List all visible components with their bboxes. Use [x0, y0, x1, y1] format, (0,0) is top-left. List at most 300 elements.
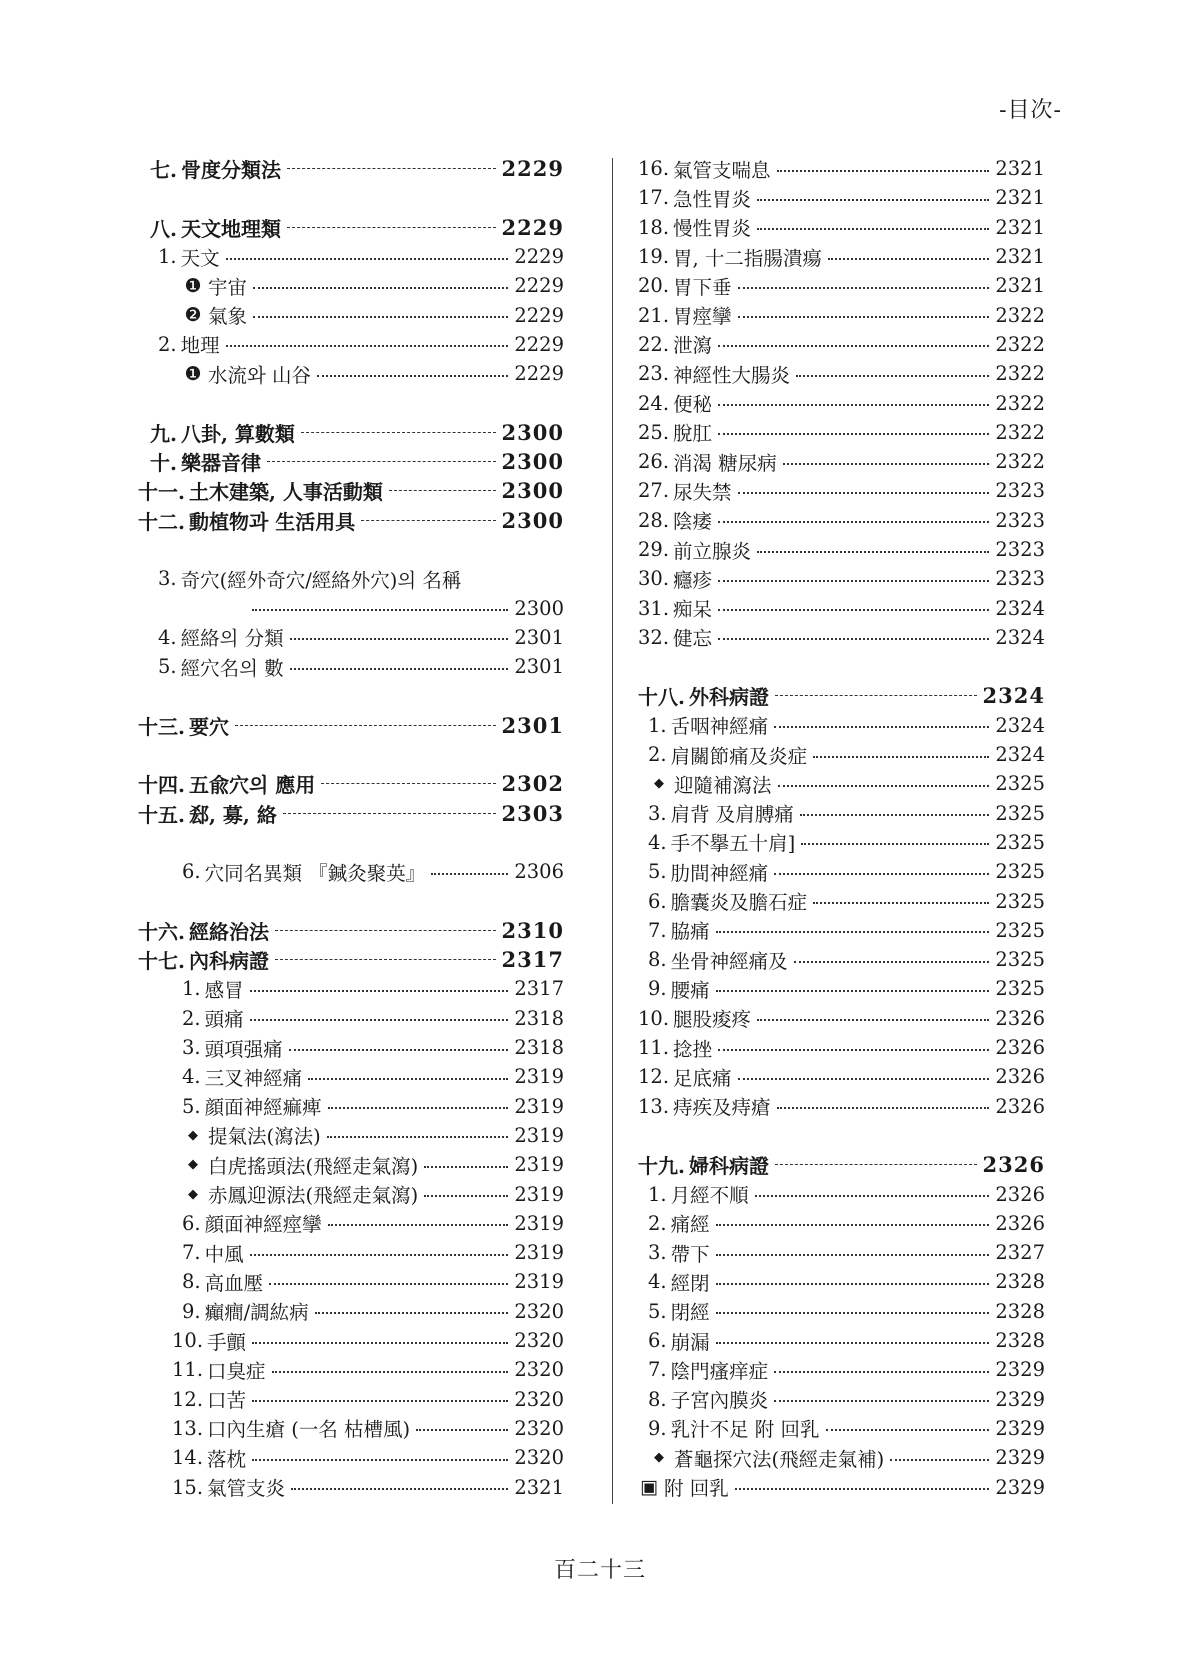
- toc-entry: [638, 1179, 1045, 1208]
- toc-entry: [138, 242, 564, 271]
- entry-title: 蒼龜探穴法(飛經走氣補): [674, 1447, 885, 1471]
- toc-entry: [638, 593, 1045, 622]
- dot-leader: [718, 433, 989, 435]
- toc-section-heading: [138, 711, 564, 740]
- dot-leader: [321, 783, 495, 784]
- toc-entry: [638, 1443, 1045, 1472]
- entry-page-number: 2325: [995, 830, 1045, 854]
- toc-section-heading: [138, 506, 564, 535]
- toc-entry: [138, 1062, 564, 1091]
- entry-page-number: 2229: [514, 362, 564, 386]
- entry-title: 感冒: [204, 978, 244, 1002]
- entry-page-number: 2324: [995, 713, 1045, 737]
- entry-title: 急性胃炎: [673, 187, 752, 211]
- entry-title: 子宮內膜炎: [670, 1389, 769, 1413]
- dot-leader: [757, 1019, 989, 1021]
- dot-leader: [774, 726, 989, 728]
- entry-title: 舌咽神經痛: [670, 715, 769, 739]
- entry-title: 陰門瘙痒症: [670, 1359, 769, 1383]
- dot-leader: [716, 1283, 990, 1285]
- entry-title: 經絡의 分類: [180, 627, 284, 651]
- entry-title: 胃下垂: [673, 275, 732, 299]
- entry-page-number: 2326: [995, 1065, 1045, 1089]
- dot-leader: [774, 1371, 989, 1373]
- entry-number: 20.: [638, 274, 670, 298]
- toc-entry: [138, 359, 564, 388]
- entry-page-number: 2302: [501, 771, 564, 797]
- dot-leader: [235, 725, 496, 726]
- dot-leader: [718, 638, 989, 640]
- toc-entry: [638, 1355, 1045, 1384]
- dot-leader: [716, 990, 990, 992]
- dot-leader: [800, 814, 990, 816]
- toc-entry: [138, 1238, 564, 1267]
- entry-number: 十一.: [138, 480, 185, 505]
- entry-title: 外科病證: [688, 685, 769, 710]
- entry-title: 捻挫: [673, 1037, 713, 1061]
- entry-page-number: 2322: [995, 420, 1045, 444]
- entry-page-number: 2317: [514, 977, 564, 1001]
- entry-number: 16.: [638, 157, 670, 181]
- entry-title: 便秘: [673, 393, 713, 417]
- entry-number: 14.: [172, 1446, 204, 1470]
- toc-spacer: [138, 828, 564, 857]
- entry-title: 口內生瘡 (一名 枯槽風): [207, 1418, 411, 1442]
- entry-number: 8.: [648, 948, 667, 972]
- entry-page-number: 2325: [995, 801, 1045, 825]
- entry-bullet: ◆: [188, 1127, 198, 1143]
- entry-title: 泄瀉: [673, 334, 713, 358]
- toc-spacer: [638, 652, 1045, 681]
- entry-page-number: 2229: [514, 274, 564, 298]
- toc-entry: [138, 1443, 564, 1472]
- entry-title: 乳汁不足 附 回乳: [670, 1418, 820, 1442]
- entry-title: 痛經: [670, 1213, 710, 1237]
- toc-section-heading: [138, 945, 564, 974]
- entry-number: 30.: [638, 567, 670, 591]
- toc-entry: [138, 271, 564, 300]
- dot-leader: [716, 1224, 990, 1226]
- toc-entry: [138, 1004, 564, 1033]
- dot-leader: [424, 1166, 508, 1168]
- entry-page-number: 2321: [514, 1475, 564, 1499]
- entry-page-number: 2326: [995, 1211, 1045, 1235]
- toc-entry: [638, 271, 1045, 300]
- entry-page-number: 2326: [995, 1036, 1045, 1060]
- dot-leader: [252, 1459, 508, 1461]
- entry-number: 3.: [182, 1036, 201, 1060]
- entry-page-number: 2322: [995, 362, 1045, 386]
- entry-title: 奇穴(經外奇穴/經絡外穴)의 名稱: [180, 568, 462, 592]
- entry-number: 4.: [158, 625, 177, 649]
- entry-page-number: 2320: [514, 1329, 564, 1353]
- entry-number: 十.: [150, 451, 177, 476]
- entry-title: 地理: [180, 334, 220, 358]
- entry-title: 內科病證: [188, 949, 269, 974]
- dot-leader: [735, 1488, 990, 1490]
- entry-page-number: 2319: [514, 1211, 564, 1235]
- toc-entry: [138, 623, 564, 652]
- entry-number: 十八.: [638, 685, 685, 710]
- entry-number: 十九.: [638, 1154, 685, 1179]
- dot-leader: [283, 813, 496, 814]
- toc-entry: [638, 886, 1045, 915]
- entry-title: 經絡治法: [188, 919, 269, 944]
- dot-leader: [267, 461, 496, 462]
- entry-title: 經穴名의 數: [180, 656, 284, 680]
- entry-title: 坐骨神經痛及: [670, 949, 788, 973]
- dot-leader: [328, 1224, 509, 1226]
- dot-leader: [431, 873, 508, 875]
- entry-title: 頭痛: [204, 1008, 244, 1032]
- dot-leader: [774, 1400, 989, 1402]
- entry-number: 32.: [638, 625, 670, 649]
- toc-entry: [638, 1062, 1045, 1091]
- entry-number: 8.: [182, 1270, 201, 1294]
- entry-number: 24.: [638, 391, 670, 415]
- entry-bullet: ❷: [184, 304, 202, 327]
- entry-number: 6.: [182, 860, 201, 884]
- entry-page-number: 2325: [995, 889, 1045, 913]
- toc-entry: [638, 828, 1045, 857]
- entry-page-number: 2325: [995, 918, 1045, 942]
- entry-page-number: 2328: [995, 1270, 1045, 1294]
- dot-leader: [757, 551, 989, 553]
- dot-leader: [775, 695, 977, 696]
- entry-page-number: 2318: [514, 1006, 564, 1030]
- entry-title: 中風: [204, 1242, 244, 1266]
- dot-leader: [783, 463, 990, 465]
- entry-title: 水流와 山谷: [208, 363, 312, 387]
- toc-section-heading: [138, 476, 564, 505]
- entry-number: 25.: [638, 420, 670, 444]
- entry-page-number: 2326: [982, 1152, 1045, 1178]
- entry-number: 12.: [638, 1065, 670, 1089]
- dot-leader: [361, 520, 495, 521]
- dot-leader: [718, 404, 989, 406]
- entry-page-number: 2324: [982, 683, 1045, 709]
- entry-page-number: 2319: [514, 1241, 564, 1265]
- entry-number: 1.: [648, 1182, 667, 1206]
- entry-title: 脫肛: [673, 422, 713, 446]
- dot-leader: [755, 1195, 990, 1197]
- dot-leader: [801, 843, 989, 845]
- toc-entry: [138, 1267, 564, 1296]
- toc-entry: [638, 300, 1045, 329]
- dot-leader: [308, 1078, 508, 1080]
- dot-leader: [718, 345, 989, 347]
- entry-page-number: 2329: [995, 1475, 1045, 1499]
- toc-entry: [138, 1414, 564, 1443]
- toc-right-column: [638, 154, 1045, 1502]
- entry-title: 動植物과 生活用具: [188, 509, 356, 534]
- entry-page-number: 2300: [501, 449, 564, 475]
- entry-title: 手顫: [207, 1330, 247, 1354]
- toc-section-heading: [138, 769, 564, 798]
- toc-spacer: [138, 740, 564, 769]
- entry-page-number: 2321: [995, 245, 1045, 269]
- entry-page-number: 2323: [995, 567, 1045, 591]
- entry-number: 9.: [648, 1416, 667, 1440]
- entry-page-number: 2320: [514, 1358, 564, 1382]
- entry-page-number: 2324: [995, 625, 1045, 649]
- dot-leader: [777, 170, 990, 172]
- entry-page-number: 2303: [501, 800, 564, 826]
- entry-page-number: 2300: [514, 596, 564, 620]
- entry-number: 19.: [638, 245, 670, 269]
- dot-leader: [738, 492, 990, 494]
- entry-number: 3.: [648, 801, 667, 825]
- entry-title: 顔面神經痙攣: [204, 1213, 322, 1237]
- entry-title: 肩關節痛及炎症: [670, 744, 808, 768]
- entry-bullet: ◆: [188, 1186, 198, 1202]
- entry-page-number: 2301: [514, 655, 564, 679]
- toc-entry: [638, 213, 1045, 242]
- entry-page-number: 2327: [995, 1241, 1045, 1265]
- entry-title: 迎隨補瀉法: [674, 773, 772, 797]
- entry-page-number: 2229: [501, 156, 564, 182]
- toc-entry: [638, 1238, 1045, 1267]
- entry-title: 癲癎/調紘病: [204, 1301, 309, 1325]
- toc-entry: [638, 623, 1045, 652]
- entry-number: 八.: [150, 216, 177, 241]
- entry-page-number: 2329: [995, 1387, 1045, 1411]
- toc-entry: [138, 1209, 564, 1238]
- entry-number: 31.: [638, 596, 670, 620]
- dot-leader: [317, 375, 508, 377]
- entry-bullet: ❶: [184, 362, 202, 385]
- entry-number: 2.: [158, 332, 177, 356]
- entry-title: 提氣法(瀉法): [208, 1125, 321, 1149]
- entry-bullet: ◆: [654, 1450, 664, 1466]
- toc-left-column: [138, 154, 564, 1502]
- toc-entry: [638, 769, 1045, 798]
- entry-title: 月經不順: [670, 1184, 749, 1208]
- entry-number: 27.: [638, 479, 670, 503]
- entry-page-number: 2300: [501, 478, 564, 504]
- entry-title: 神經性大腸炎: [673, 363, 791, 387]
- entry-number: 4.: [648, 830, 667, 854]
- entry-title: 氣管支炎: [207, 1477, 286, 1500]
- entry-title: 頭項强痛: [204, 1037, 283, 1061]
- entry-title: 天文地理類: [180, 216, 281, 241]
- entry-number: 21.: [638, 303, 670, 327]
- entry-title: 前立腺炎: [673, 539, 752, 563]
- entry-page-number: 2320: [514, 1446, 564, 1470]
- toc-spacer: [638, 1121, 1045, 1150]
- toc-entry: [638, 183, 1045, 212]
- entry-title: 高血壓: [204, 1271, 264, 1295]
- entry-number: 5.: [182, 1094, 201, 1118]
- dot-leader: [828, 258, 989, 260]
- entry-page-number: 2319: [514, 1065, 564, 1089]
- entry-title: 氣象: [208, 305, 248, 329]
- entry-title: 痔疾及痔瘡: [673, 1096, 771, 1120]
- toc-spacer: [138, 183, 564, 212]
- dot-leader: [272, 1371, 509, 1373]
- dot-leader: [718, 521, 989, 523]
- entry-title: 郄, 募, 絡: [188, 802, 277, 827]
- toc-entry: [638, 447, 1045, 476]
- toc-entry: [138, 1150, 564, 1179]
- dot-leader: [890, 1459, 989, 1461]
- entry-title: 口臭症: [207, 1359, 266, 1383]
- entry-bullet: ▣: [640, 1476, 658, 1498]
- entry-page-number: 2229: [501, 214, 564, 240]
- entry-page-number: 2320: [514, 1299, 564, 1323]
- entry-title: 五兪穴의 應用: [188, 773, 316, 798]
- entry-number: 9.: [182, 1299, 201, 1323]
- dot-leader: [775, 1164, 977, 1165]
- dot-leader: [252, 609, 508, 611]
- entry-page-number: 2329: [995, 1446, 1045, 1470]
- dot-leader: [250, 1019, 509, 1021]
- toc-entry: [638, 1004, 1045, 1033]
- entry-number: 22.: [638, 332, 670, 356]
- toc-entry: [638, 476, 1045, 505]
- toc-entry: [638, 330, 1045, 359]
- toc-entry: [638, 1033, 1045, 1062]
- entry-page-number: 2325: [995, 772, 1045, 796]
- entry-number: 9.: [648, 977, 667, 1001]
- entry-page-number: 2229: [514, 332, 564, 356]
- dot-leader: [250, 1254, 509, 1256]
- dot-leader: [424, 1195, 508, 1197]
- dot-leader: [252, 1342, 508, 1344]
- entry-page-number: 2326: [995, 1182, 1045, 1206]
- dot-leader: [738, 287, 990, 289]
- dot-leader: [289, 1049, 509, 1051]
- dot-leader: [250, 990, 509, 992]
- dot-leader: [253, 287, 508, 289]
- entry-page-number: 2326: [995, 1006, 1045, 1030]
- entry-page-number: 2323: [995, 538, 1045, 561]
- toc-entry: [638, 242, 1045, 271]
- entry-title: 痴呆: [673, 598, 713, 622]
- entry-number: 15.: [172, 1475, 204, 1499]
- toc-section-heading: [138, 916, 564, 945]
- toc-entry: [138, 564, 564, 593]
- toc-entry: [638, 799, 1045, 828]
- entry-number: 1.: [182, 977, 201, 1001]
- toc-entry: [638, 1326, 1045, 1355]
- toc-entry: [138, 974, 564, 1003]
- toc-entry: [638, 740, 1045, 769]
- entry-page-number: 2229: [514, 245, 564, 269]
- dot-leader: [226, 345, 509, 347]
- dot-leader: [716, 931, 990, 933]
- entry-page-number: 2328: [995, 1329, 1045, 1353]
- entry-page-number: 2321: [995, 186, 1045, 210]
- toc-entry: [138, 1472, 564, 1501]
- dot-leader: [389, 490, 496, 491]
- dot-leader: [287, 227, 496, 228]
- dot-leader: [778, 785, 990, 787]
- dot-leader: [716, 1254, 990, 1256]
- entry-number: 23.: [638, 362, 670, 386]
- entry-number: 29.: [638, 538, 670, 561]
- entry-page-number: 2320: [514, 1416, 564, 1440]
- entry-page-number: 2321: [995, 274, 1045, 298]
- entry-title: 手不擧五十肩]: [670, 832, 796, 856]
- dot-leader: [226, 258, 509, 260]
- entry-bullet: ❶: [184, 274, 202, 297]
- entry-title: 癮疹: [673, 568, 713, 592]
- entry-number: 18.: [638, 215, 670, 239]
- entry-page-number: 2321: [995, 157, 1045, 181]
- running-header: -目次-: [999, 98, 1062, 123]
- entry-number: 10.: [172, 1329, 204, 1353]
- entry-number: 十五.: [138, 802, 185, 827]
- entry-bullet: ◆: [654, 776, 664, 792]
- entry-title: 婦科病證: [688, 1154, 769, 1179]
- entry-page-number: 2324: [995, 596, 1045, 620]
- entry-page-number: 2328: [995, 1299, 1045, 1323]
- entry-title: 附 回乳: [664, 1477, 729, 1500]
- toc-entry: [638, 945, 1045, 974]
- entry-number: 6.: [182, 1211, 201, 1235]
- toc-entry: [638, 506, 1045, 535]
- dot-leader: [777, 1107, 990, 1109]
- entry-title: 赤鳳迎源法(飛經走氣瀉): [208, 1184, 419, 1208]
- entry-title: 胃痙攣: [673, 305, 732, 329]
- dot-leader: [813, 902, 989, 904]
- toc-spacer: [138, 886, 564, 915]
- entry-title: 足底痛: [673, 1066, 732, 1090]
- toc-entry: [638, 154, 1045, 183]
- entry-title: 閉經: [670, 1301, 710, 1325]
- entry-title: 天文: [180, 246, 220, 270]
- dot-leader: [813, 756, 989, 758]
- toc-entry: [638, 1267, 1045, 1296]
- entry-page-number: 2325: [995, 977, 1045, 1001]
- dot-leader: [757, 199, 989, 201]
- entry-page-number: 2325: [995, 860, 1045, 884]
- toc-entry: [638, 1209, 1045, 1238]
- entry-number: 7.: [648, 1358, 667, 1382]
- entry-number: 17.: [638, 186, 670, 210]
- entry-title: 腰痛: [670, 978, 710, 1002]
- toc-entry: [638, 1472, 1045, 1501]
- entry-number: 8.: [648, 1387, 667, 1411]
- entry-page-number: 2322: [995, 332, 1045, 356]
- toc-entry: [638, 1384, 1045, 1413]
- toc-entry: [138, 1033, 564, 1062]
- dot-leader: [716, 1312, 990, 1314]
- entry-number: 5.: [158, 655, 177, 679]
- dot-leader: [716, 1342, 990, 1344]
- entry-number: 11.: [638, 1036, 670, 1060]
- entry-number: 13.: [638, 1094, 670, 1118]
- dot-leader: [252, 1400, 508, 1402]
- toc-entry: [138, 1121, 564, 1150]
- dot-leader: [301, 432, 496, 433]
- dot-leader: [416, 1429, 508, 1431]
- toc-entry: [638, 535, 1045, 564]
- toc-entry: [638, 359, 1045, 388]
- entry-number: 12.: [172, 1387, 204, 1411]
- entry-page-number: 2310: [501, 917, 564, 943]
- dot-leader: [290, 638, 509, 640]
- entry-title: 口苦: [207, 1389, 247, 1413]
- toc-entry: [638, 1297, 1045, 1326]
- entry-title: 肩背 及肩膊痛: [670, 803, 794, 827]
- entry-page-number: 2323: [995, 508, 1045, 532]
- toc-entry: [638, 388, 1045, 417]
- entry-page-number: 2319: [514, 1182, 564, 1206]
- entry-title: 三叉神經痛: [204, 1066, 303, 1090]
- entry-number: 6.: [648, 889, 667, 913]
